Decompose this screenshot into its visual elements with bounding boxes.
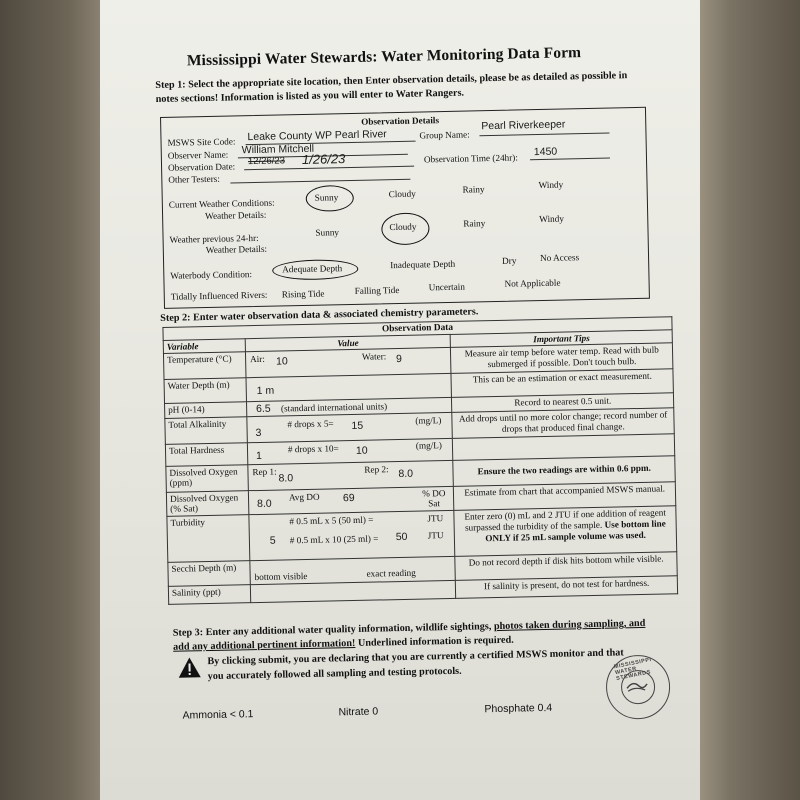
rep1-label: Rep 1:	[252, 466, 277, 478]
step3-lead: Step 3: Enter any additional water quality information, wildlife sightings,	[172, 621, 495, 639]
other-testers-line	[230, 179, 410, 184]
rep2-value[interactable]: 8.0	[398, 467, 414, 481]
observer-name-value[interactable]: William Mitchell	[241, 142, 315, 157]
observation-details-heading: Observation Details	[361, 115, 440, 127]
secchi-label: Secchi Depth (m)	[168, 561, 250, 587]
alkalinity-label: Total Alkalinity	[165, 417, 247, 445]
waterbody-dry[interactable]: Dry	[502, 255, 517, 266]
turbidity-formula2: # 0.5 mL x 10 (25 ml) =	[289, 533, 379, 546]
secchi-tip: Do not record depth if disk hits bottom while visible.	[455, 552, 677, 581]
water-depth-tip: This can be an estimation or exact measurement.	[451, 369, 673, 398]
ph-tip: Record to nearest 0.5 unit.	[452, 393, 674, 413]
salinity-label: Salinity (ppt)	[168, 585, 250, 605]
alkalinity-result[interactable]: 15	[351, 419, 364, 433]
secchi-value-cell	[250, 556, 456, 584]
tidal-rising[interactable]: Rising Tide	[281, 288, 325, 300]
weather-current-windy[interactable]: Windy	[538, 179, 564, 191]
air-value[interactable]: 10	[275, 355, 288, 368]
weather-previous-rainy[interactable]: Rainy	[463, 218, 486, 229]
alkalinity-tip: Add drops until no more color change; record number of drops that produced final change.	[452, 408, 674, 439]
group-name-line	[479, 133, 609, 137]
observation-date-struck: 12/26/23	[247, 155, 286, 168]
tidal-not-applicable[interactable]: Not Applicable	[504, 277, 561, 289]
do-sat-value[interactable]: 69	[342, 491, 355, 505]
rep2-label: Rep 2:	[364, 464, 389, 475]
weather-previous-windy[interactable]: Windy	[539, 213, 564, 225]
ph-label: pH (0-14)	[165, 402, 247, 419]
waterbody-no-access[interactable]: No Access	[539, 252, 580, 264]
rep1-value[interactable]: 8.0	[278, 472, 294, 485]
turbidity-tip-cell	[454, 506, 676, 557]
weather-details-label: Weather Details:	[205, 209, 267, 222]
turbidity-label: Turbidity	[167, 515, 250, 563]
water-depth-value-cell	[246, 373, 452, 401]
page-title: Mississippi Water Stewards: Water Monitoring Data Form	[186, 44, 582, 70]
tidal-falling[interactable]: Falling Tide	[354, 284, 400, 296]
turbidity-tip-bold: Use bottom line ONLY if 25 mL sample volume was used.	[485, 518, 666, 544]
step3-tail: Underlined information is required.	[355, 634, 514, 649]
warning-icon	[177, 656, 201, 678]
col-variable-header: Variable	[163, 339, 245, 354]
weather-current-sunny[interactable]: Sunny	[314, 192, 339, 203]
nitrate-note: Nitrate 0	[338, 705, 379, 719]
turbidity-formula1: # 0.5 mL x 5 (50 ml) =	[289, 514, 374, 527]
turbidity-value-cell	[249, 510, 455, 560]
step2-instructions: Step 2: Enter water observation data & associated chemistry parameters.	[160, 306, 479, 325]
waterbody-adequate[interactable]: Adequate Depth	[282, 263, 343, 275]
waterbody-label: Waterbody Condition:	[170, 269, 253, 281]
weather-current-label: Current Weather Conditions:	[168, 197, 275, 210]
step3-required: photos taken during sampling, and add any additional pertinent information!	[173, 617, 646, 653]
phosphate-note: Phosphate 0.4	[484, 701, 553, 716]
weather-previous-sunny[interactable]: Sunny	[315, 227, 340, 238]
water-depth-label: Water Depth (m)	[164, 378, 246, 404]
alkalinity-formula: # drops x 5=	[287, 418, 334, 430]
other-testers-label: Other Testers:	[168, 173, 220, 185]
turbidity-result[interactable]: 50	[395, 530, 408, 544]
declaration-text: By clicking submit, you are declaring that you are currently a certified MSWS monitor and that you accurately followed all sampling and testing protocols.	[207, 647, 624, 683]
observation-details-box	[160, 107, 650, 309]
do-avg-value[interactable]: 8.0	[256, 497, 272, 511]
turbidity-unit1: JTU	[427, 513, 444, 524]
observation-time-value[interactable]: 1450	[533, 145, 558, 159]
alkalinity-unit: (mg/L)	[415, 415, 442, 426]
hardness-drops[interactable]: 1	[255, 449, 263, 463]
ph-value[interactable]: 6.5	[255, 402, 271, 416]
group-name-value[interactable]: Pearl Riverkeeper	[481, 118, 566, 133]
weather-previous-label: Weather previous 24-hr:	[169, 232, 259, 245]
water-depth-value[interactable]: 1 m	[256, 384, 275, 397]
hardness-result[interactable]: 10	[355, 444, 368, 457]
observation-date-value[interactable]: 1/26/23	[301, 151, 346, 167]
turbidity-count[interactable]: 5	[269, 534, 276, 547]
turbidity-unit2: JTU	[427, 530, 444, 541]
hardness-unit: (mg/L)	[415, 440, 442, 451]
seal-drop-icon	[625, 678, 649, 694]
site-code-value[interactable]: Leake County WP Pearl River	[247, 128, 387, 144]
temperature-tip: Measure air temp before water temp. Read with bulb submerged if possible. Don't touch bulb.	[451, 343, 673, 374]
do-ppm-label: Dissolved Oxygen (ppm)	[166, 465, 248, 493]
site-code-label: MSWS Site Code:	[167, 136, 236, 148]
col-value-header: Value	[245, 334, 451, 351]
air-label: Air:	[249, 353, 265, 365]
alkalinity-drops[interactable]: 3	[255, 426, 262, 440]
seal-text: MISSISSIPPI WATER STEWARDS	[613, 656, 653, 683]
ammonia-note: Ammonia < 0.1	[182, 708, 254, 722]
background-right	[700, 0, 800, 800]
hardness-label: Total Hardness	[165, 443, 247, 467]
background-left	[0, 0, 100, 800]
paper-sheet	[100, 0, 700, 800]
observation-data-table	[162, 316, 678, 605]
hardness-formula: # drops x 10=	[287, 443, 339, 455]
turbidity-tip: Enter zero (0) mL and 2 JTU if one addition of reagent surpassed the turbidity of the sample.	[464, 507, 666, 533]
temperature-label: Temperature (°C)	[163, 352, 245, 380]
tidal-label: Tidally Influenced Rivers:	[170, 289, 268, 302]
observer-name-label: Observer Name:	[167, 149, 229, 161]
group-name-label: Group Name:	[419, 129, 470, 141]
msws-seal-logo	[605, 654, 670, 719]
do-ppm-tip: Ensure the two readings are within 0.6 ppm.	[453, 456, 675, 487]
water-label: Water:	[361, 351, 387, 362]
observation-data-heading: Observation Data	[163, 317, 672, 341]
tidal-uncertain[interactable]: Uncertain	[428, 281, 465, 293]
weather-previous-details-label: Weather Details:	[205, 243, 268, 256]
ph-unit: (standard international units)	[280, 401, 388, 414]
do-sat-tip: Estimate from chart that accompanied MSWS manual.	[454, 482, 676, 511]
secchi-exact-reading[interactable]: exact reading	[366, 567, 416, 579]
weather-current-rainy[interactable]: Rainy	[462, 184, 485, 195]
observation-time-label: Observation Time (24hr):	[423, 152, 518, 165]
secchi-bottom-visible[interactable]: bottom visible	[254, 570, 308, 583]
observation-date-label: Observation Date:	[167, 161, 236, 173]
do-sat-unit: % DO Sat	[422, 488, 446, 509]
water-value[interactable]: 9	[395, 352, 403, 366]
do-avg-label: Avg DO	[288, 491, 320, 503]
weather-current-cloudy[interactable]: Cloudy	[388, 188, 416, 200]
salinity-tip: If salinity is present, do not test for hardness.	[456, 576, 678, 599]
waterbody-inadequate[interactable]: Inadequate Depth	[390, 258, 456, 271]
col-tips-header: Important Tips	[451, 330, 673, 348]
weather-previous-cloudy[interactable]: Cloudy	[389, 221, 417, 233]
do-sat-label: Dissolved Oxygen (% Sat)	[166, 491, 248, 517]
step1-instructions: Step 1: Select the appropriate site location, then Enter observation details, please be as detailed as possible in notes sections! Information is listed as you will enter to Water Rangers.	[155, 70, 628, 106]
form-page	[100, 0, 700, 800]
